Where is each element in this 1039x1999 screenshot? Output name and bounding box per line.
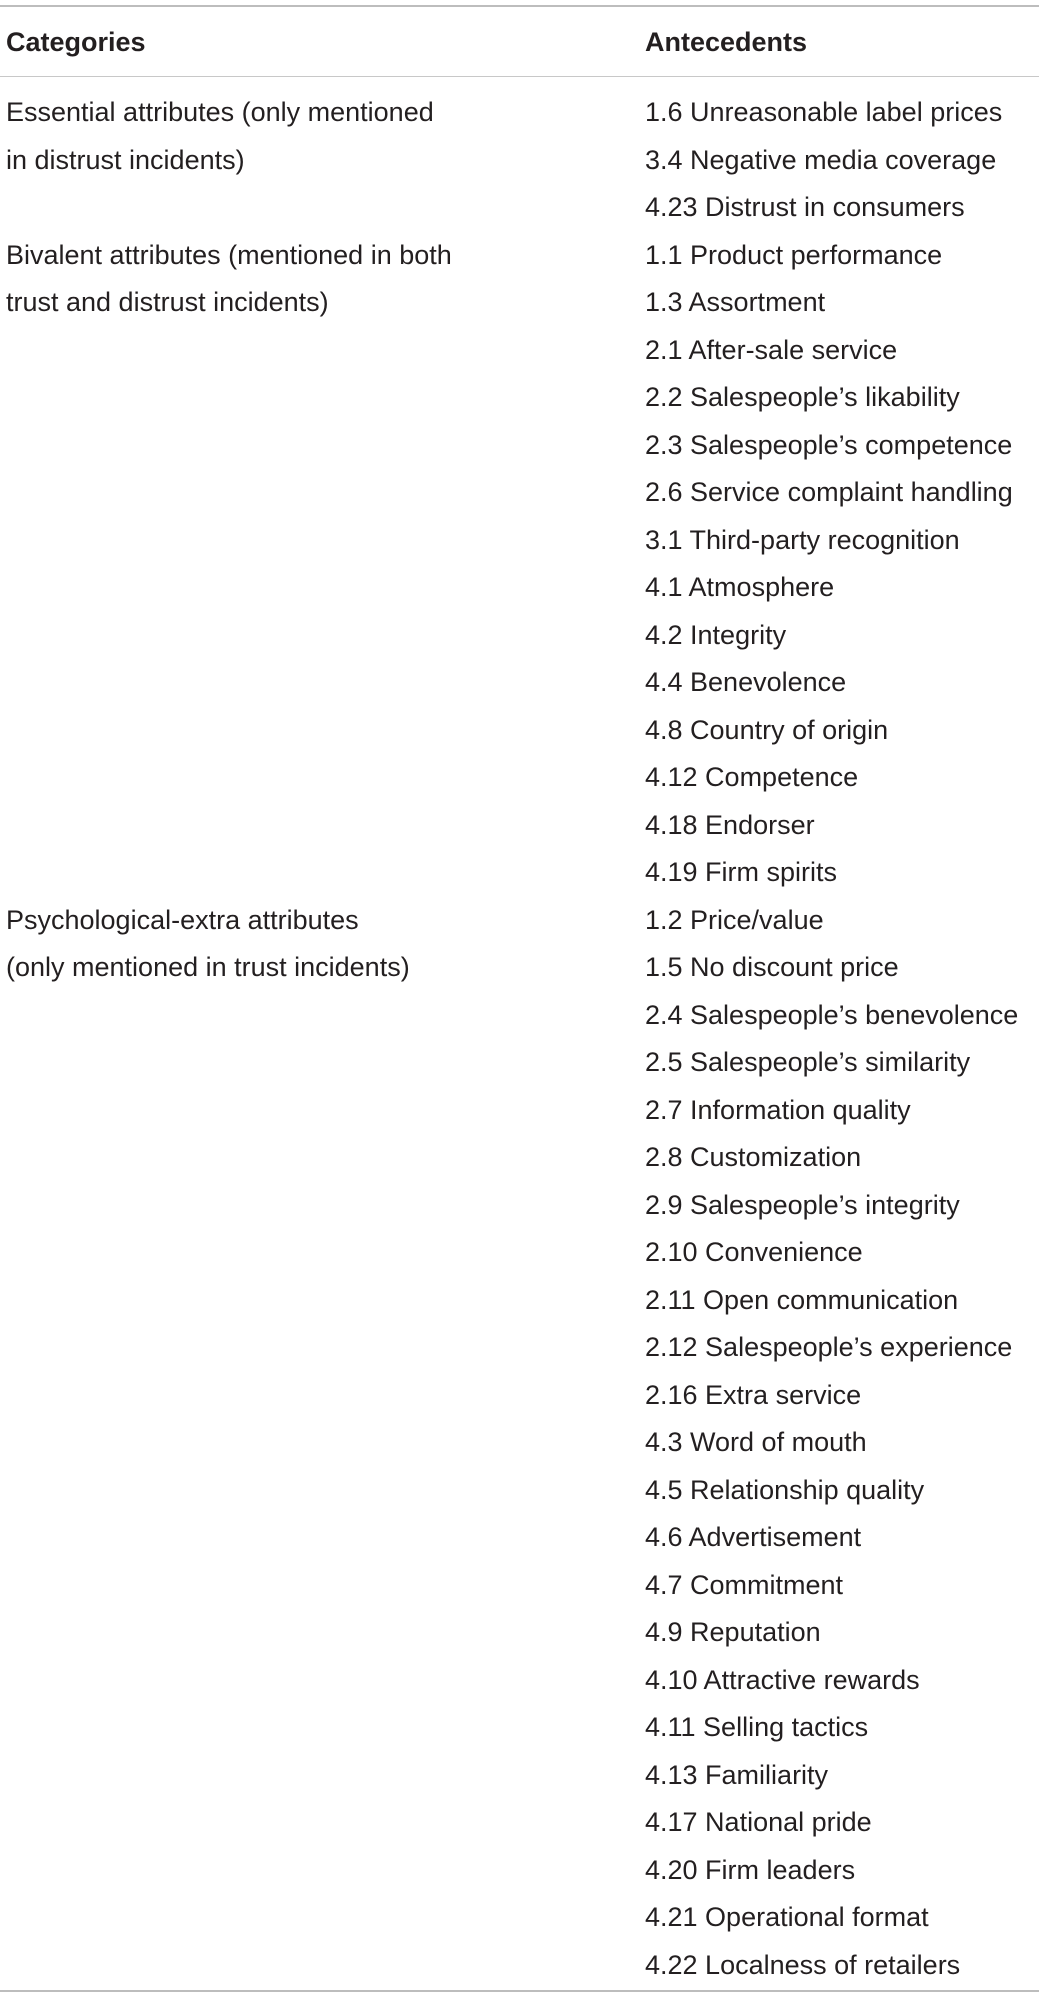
table-row-group	[0, 89, 1039, 232]
table-bottom-rule	[0, 1990, 1039, 1992]
antecedent-item: 3.4 Negative media coverage	[645, 144, 997, 175]
antecedent-item: 2.9 Salespeople’s integrity	[645, 1189, 960, 1220]
category-cell	[6, 232, 506, 327]
antecedent-item: 3.1 Third-party recognition	[645, 524, 960, 555]
table-body	[0, 89, 1039, 1989]
antecedent-item: 4.4 Benevolence	[645, 667, 847, 697]
category-line: Psychological-extra attributes	[6, 904, 359, 935]
table-row-group	[0, 897, 1039, 1990]
antecedent-item: 1.5 No discount price	[645, 952, 899, 982]
antecedent-item: 2.1 After-sale service	[645, 334, 898, 365]
antecedent-item: 4.7 Commitment	[645, 1569, 844, 1600]
category-line: Essential attributes (only mentioned	[6, 97, 434, 127]
antecedent-item: 2.3 Salespeople’s competence	[645, 429, 1013, 460]
antecedent-item: 4.1 Atmosphere	[645, 572, 835, 602]
antecedent-item: 2.8 Customization	[645, 1142, 862, 1172]
antecedent-item: 4.19 Firm spirits	[645, 857, 838, 887]
table-top-rule	[0, 5, 1039, 7]
antecedent-item: 4.5 Relationship quality	[645, 1474, 925, 1505]
antecedent-item: 2.16 Extra service	[645, 1379, 862, 1410]
antecedent-item: 4.20 Firm leaders	[645, 1854, 856, 1885]
antecedents-cell	[645, 232, 1039, 897]
antecedent-item: 4.12 Competence	[645, 762, 859, 792]
antecedent-item: 4.17 National pride	[645, 1807, 872, 1837]
antecedent-item: 4.11 Selling tactics	[645, 1712, 869, 1742]
antecedent-item: 2.2 Salespeople’s likability	[645, 382, 960, 412]
category-line: Bivalent attributes (mentioned in both	[6, 239, 452, 270]
antecedent-item: 4.13 Familiarity	[645, 1759, 829, 1790]
antecedent-item: 1.2 Price/value	[645, 904, 824, 935]
antecedent-item: 4.21 Operational format	[645, 1902, 929, 1932]
header-antecedents: Antecedents	[645, 27, 808, 57]
antecedent-item: 4.9 Reputation	[645, 1617, 821, 1647]
table-header	[0, 22, 1039, 62]
header-categories: Categories	[6, 27, 146, 57]
antecedent-item: 4.2 Integrity	[645, 619, 787, 650]
category-line: in distrust incidents)	[6, 144, 245, 175]
antecedent-item: 4.18 Endorser	[645, 809, 815, 840]
antecedent-item: 2.7 Information quality	[645, 1094, 911, 1125]
antecedent-item: 2.10 Convenience	[645, 1237, 863, 1267]
antecedent-item: 1.3 Assortment	[645, 287, 826, 317]
antecedents-cell	[645, 89, 1039, 232]
antecedent-item: 4.6 Advertisement	[645, 1522, 862, 1552]
table-header-rule	[0, 76, 1039, 77]
antecedent-item: 4.8 Country of origin	[645, 714, 889, 745]
antecedent-item: 4.22 Localness of retailers	[645, 1949, 961, 1980]
antecedent-item: 4.3 Word of mouth	[645, 1427, 867, 1457]
antecedent-item: 1.6 Unreasonable label prices	[645, 97, 1003, 127]
antecedent-item: 2.6 Service complaint handling	[645, 477, 1013, 507]
table-row-group	[0, 232, 1039, 897]
antecedents-cell	[645, 897, 1039, 1990]
antecedent-item: 2.12 Salespeople’s experience	[645, 1332, 1013, 1362]
category-cell	[6, 89, 506, 184]
antecedent-item: 4.10 Attractive rewards	[645, 1664, 920, 1695]
category-line: (only mentioned in trust incidents)	[6, 952, 410, 982]
antecedent-item: 1.1 Product performance	[645, 239, 943, 270]
antecedent-item: 2.11 Open communication	[645, 1284, 959, 1315]
antecedent-item: 4.23 Distrust in consumers	[645, 192, 965, 222]
category-cell	[6, 897, 506, 992]
antecedent-item: 2.4 Salespeople’s benevolence	[645, 999, 1019, 1030]
category-line: trust and distrust incidents)	[6, 287, 329, 317]
antecedent-item: 2.5 Salespeople’s similarity	[645, 1047, 971, 1077]
